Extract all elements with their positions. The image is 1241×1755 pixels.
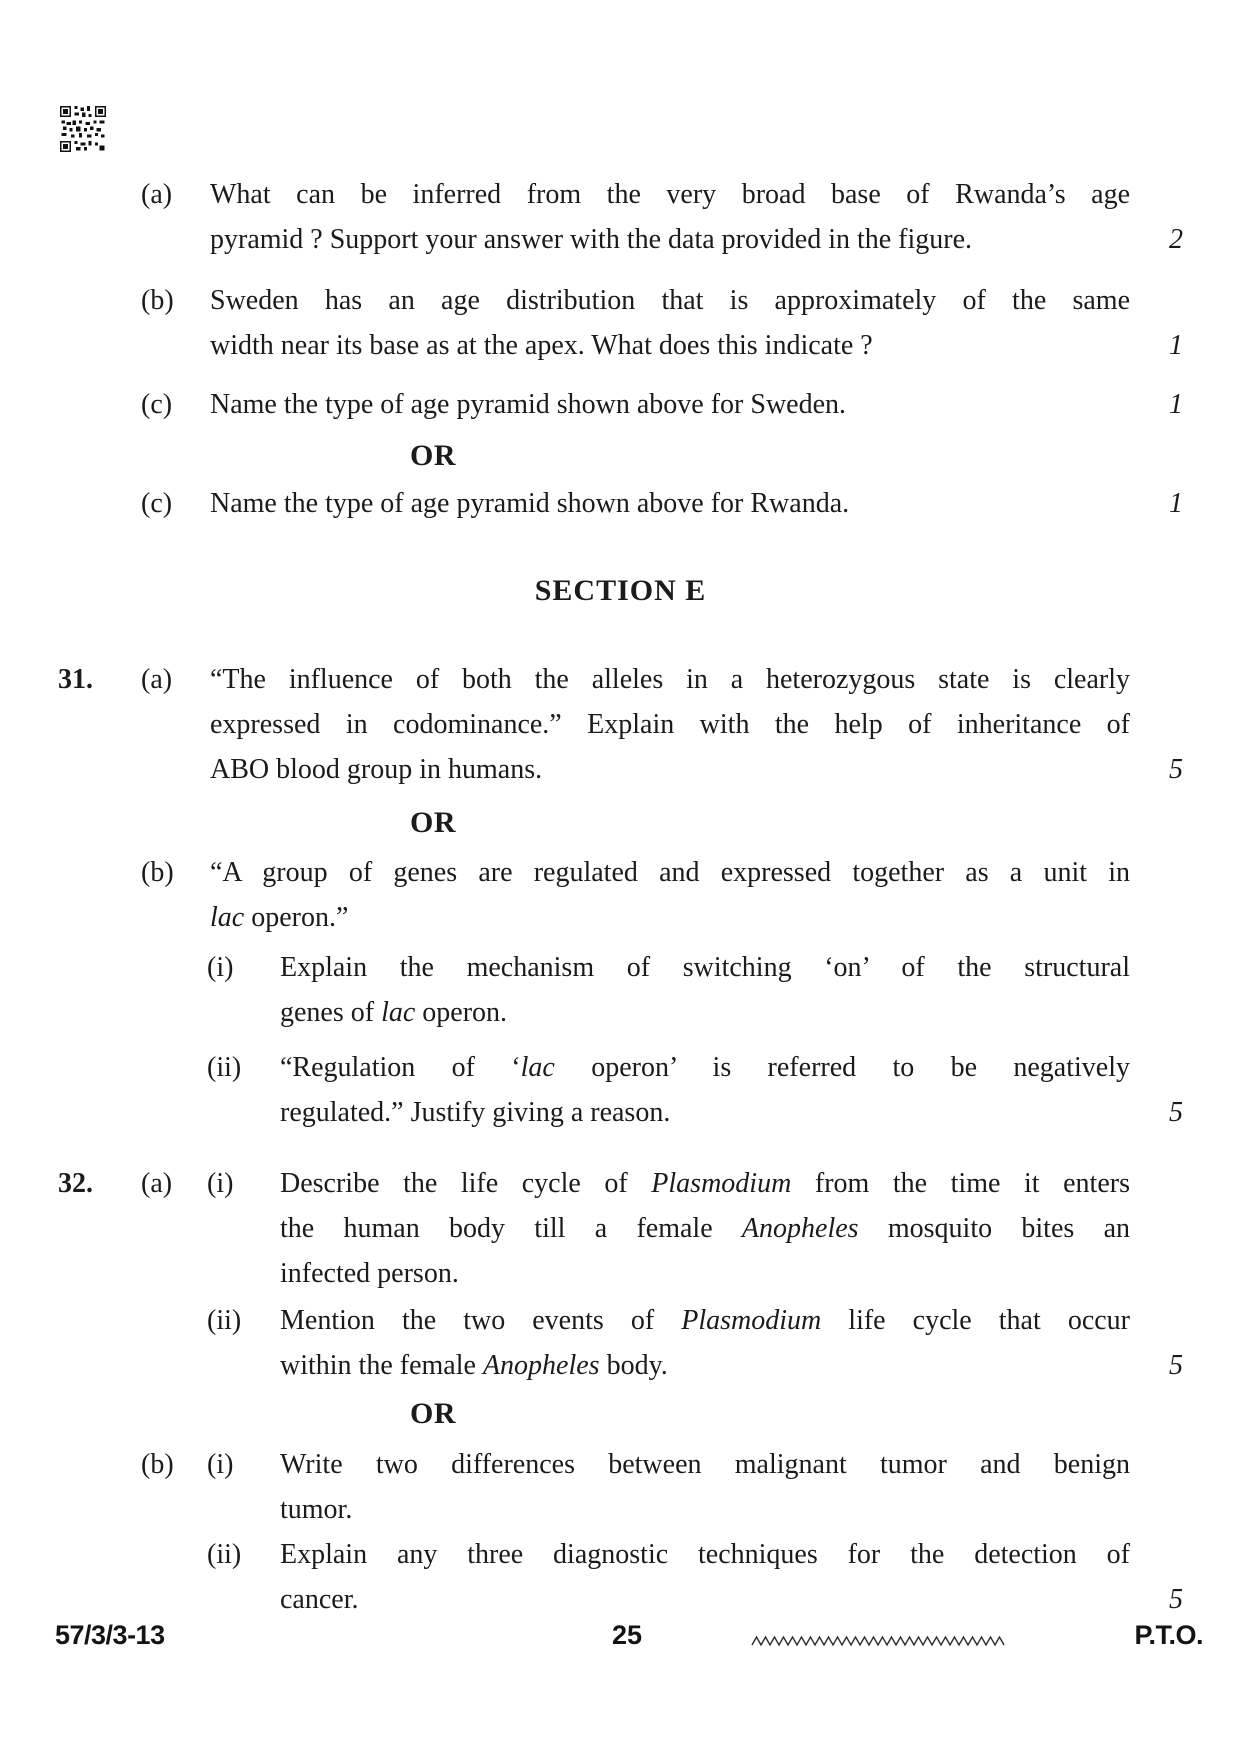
question-row-31b — [58, 850, 1183, 940]
question-row-32a-ii — [58, 1298, 1183, 1388]
or-label: OR — [410, 439, 456, 472]
subpart-label: (i) — [207, 1449, 234, 1480]
marks-value: 5 — [1169, 1350, 1183, 1381]
subpart-label: (ii) — [207, 1305, 242, 1336]
part-label: (c) — [141, 389, 173, 420]
marks-value: 1 — [1169, 389, 1183, 420]
squiggle-divider-icon — [751, 1625, 1006, 1656]
question-text — [280, 1298, 1130, 1388]
question-row-31b-ii — [58, 1045, 1183, 1135]
subpart-label: (i) — [207, 1168, 234, 1199]
question-text — [210, 850, 1130, 940]
question-text — [210, 481, 1130, 526]
question-row-32b-i — [58, 1442, 1183, 1532]
question-line: Name the type of age pyramid shown above for Rwanda. — [210, 488, 850, 519]
part-label: (c) — [141, 488, 173, 519]
question-number: 31. — [58, 664, 93, 695]
question-text — [280, 1045, 1130, 1135]
question-number: 32. — [58, 1168, 93, 1199]
question-text — [280, 1532, 1130, 1622]
question-line: within the female Anopheles body. — [280, 1350, 668, 1381]
or-divider — [58, 1391, 1183, 1437]
question-text — [210, 657, 1130, 792]
or-divider — [58, 800, 1183, 846]
question-line: regulated.” Justify giving a reason. — [280, 1097, 671, 1128]
marks-value: 1 — [1169, 488, 1183, 519]
question-line: infected person. — [280, 1258, 459, 1289]
page-footer — [55, 1620, 1203, 1656]
question-line: Write two differences between malignant tumor and benign — [280, 1449, 1130, 1480]
question-row-31b-i — [58, 945, 1183, 1035]
part-label: (a) — [141, 1168, 173, 1199]
or-divider — [58, 433, 1183, 479]
question-text — [210, 278, 1130, 368]
question-row-c-sweden — [58, 382, 1183, 427]
question-text — [280, 1161, 1130, 1296]
question-text — [280, 945, 1130, 1035]
section-heading: SECTION E — [534, 574, 707, 607]
section-heading-row — [58, 568, 1183, 614]
question-row-32b-ii — [58, 1532, 1183, 1622]
question-line: Mention the two events of Plasmodium life cycle that occur — [280, 1305, 1130, 1336]
question-row-32a-i — [58, 1161, 1183, 1296]
question-line: width near its base as at the apex. What does this indicate ? — [210, 330, 873, 361]
marks-value: 5 — [1169, 1097, 1183, 1128]
question-line: tumor. — [280, 1494, 353, 1525]
question-line: “Regulation of ‘lac operon’ is referred to be negatively — [280, 1052, 1130, 1083]
question-row-c-rwanda — [58, 481, 1183, 526]
page-number: 25 — [612, 1620, 643, 1650]
question-line: ABO blood group in humans. — [210, 754, 543, 785]
part-label: (b) — [141, 857, 174, 888]
question-line: pyramid ? Support your answer with the data provided in the figure. — [210, 224, 973, 255]
question-line: the human body till a female Anopheles mosquito bites an — [280, 1213, 1131, 1244]
subpart-label: (ii) — [207, 1539, 242, 1570]
question-line: Explain the mechanism of switching ‘on’ of the structural — [280, 952, 1130, 983]
or-label: OR — [410, 1397, 456, 1430]
question-row-31a — [58, 657, 1183, 792]
question-row-b — [58, 278, 1183, 368]
or-label: OR — [410, 806, 456, 839]
part-label: (a) — [141, 179, 173, 210]
part-label: (a) — [141, 664, 173, 695]
subpart-label: (i) — [207, 952, 234, 983]
question-row-a — [58, 172, 1183, 262]
pto-label: P.T.O. — [1134, 1620, 1203, 1650]
question-line: cancer. — [280, 1584, 359, 1615]
question-line: Explain any three diagnostic techniques for the detection of — [280, 1539, 1130, 1570]
marks-value: 5 — [1169, 754, 1183, 785]
question-line: expressed in codominance.” Explain with the help of inheritance of — [210, 709, 1130, 740]
marks-value: 5 — [1169, 1584, 1183, 1615]
question-text — [210, 172, 1130, 262]
question-text — [280, 1442, 1130, 1532]
part-label: (b) — [141, 285, 174, 316]
question-line: lac operon.” — [210, 902, 349, 933]
marks-value: 1 — [1169, 330, 1183, 361]
question-line: Describe the life cycle of Plasmodium from the time it enters — [280, 1168, 1130, 1199]
question-line: What can be inferred from the very broad base of Rwanda’s age — [210, 179, 1130, 210]
part-label: (b) — [141, 1449, 174, 1480]
question-line: “The influence of both the alleles in a heterozygous state is clearly — [210, 664, 1130, 695]
question-text — [210, 382, 1130, 427]
question-line: genes of lac operon. — [280, 997, 508, 1028]
question-line: “A group of genes are regulated and expressed together as a unit in — [210, 857, 1130, 888]
question-line: Name the type of age pyramid shown above for Sweden. — [210, 389, 847, 420]
subpart-label: (ii) — [207, 1052, 242, 1083]
marks-value: 2 — [1169, 224, 1183, 255]
paper-code: 57/3/3-13 — [55, 1620, 165, 1650]
question-line: Sweden has an age distribution that is approximately of the same — [210, 285, 1130, 316]
qr-code-icon — [60, 106, 106, 152]
